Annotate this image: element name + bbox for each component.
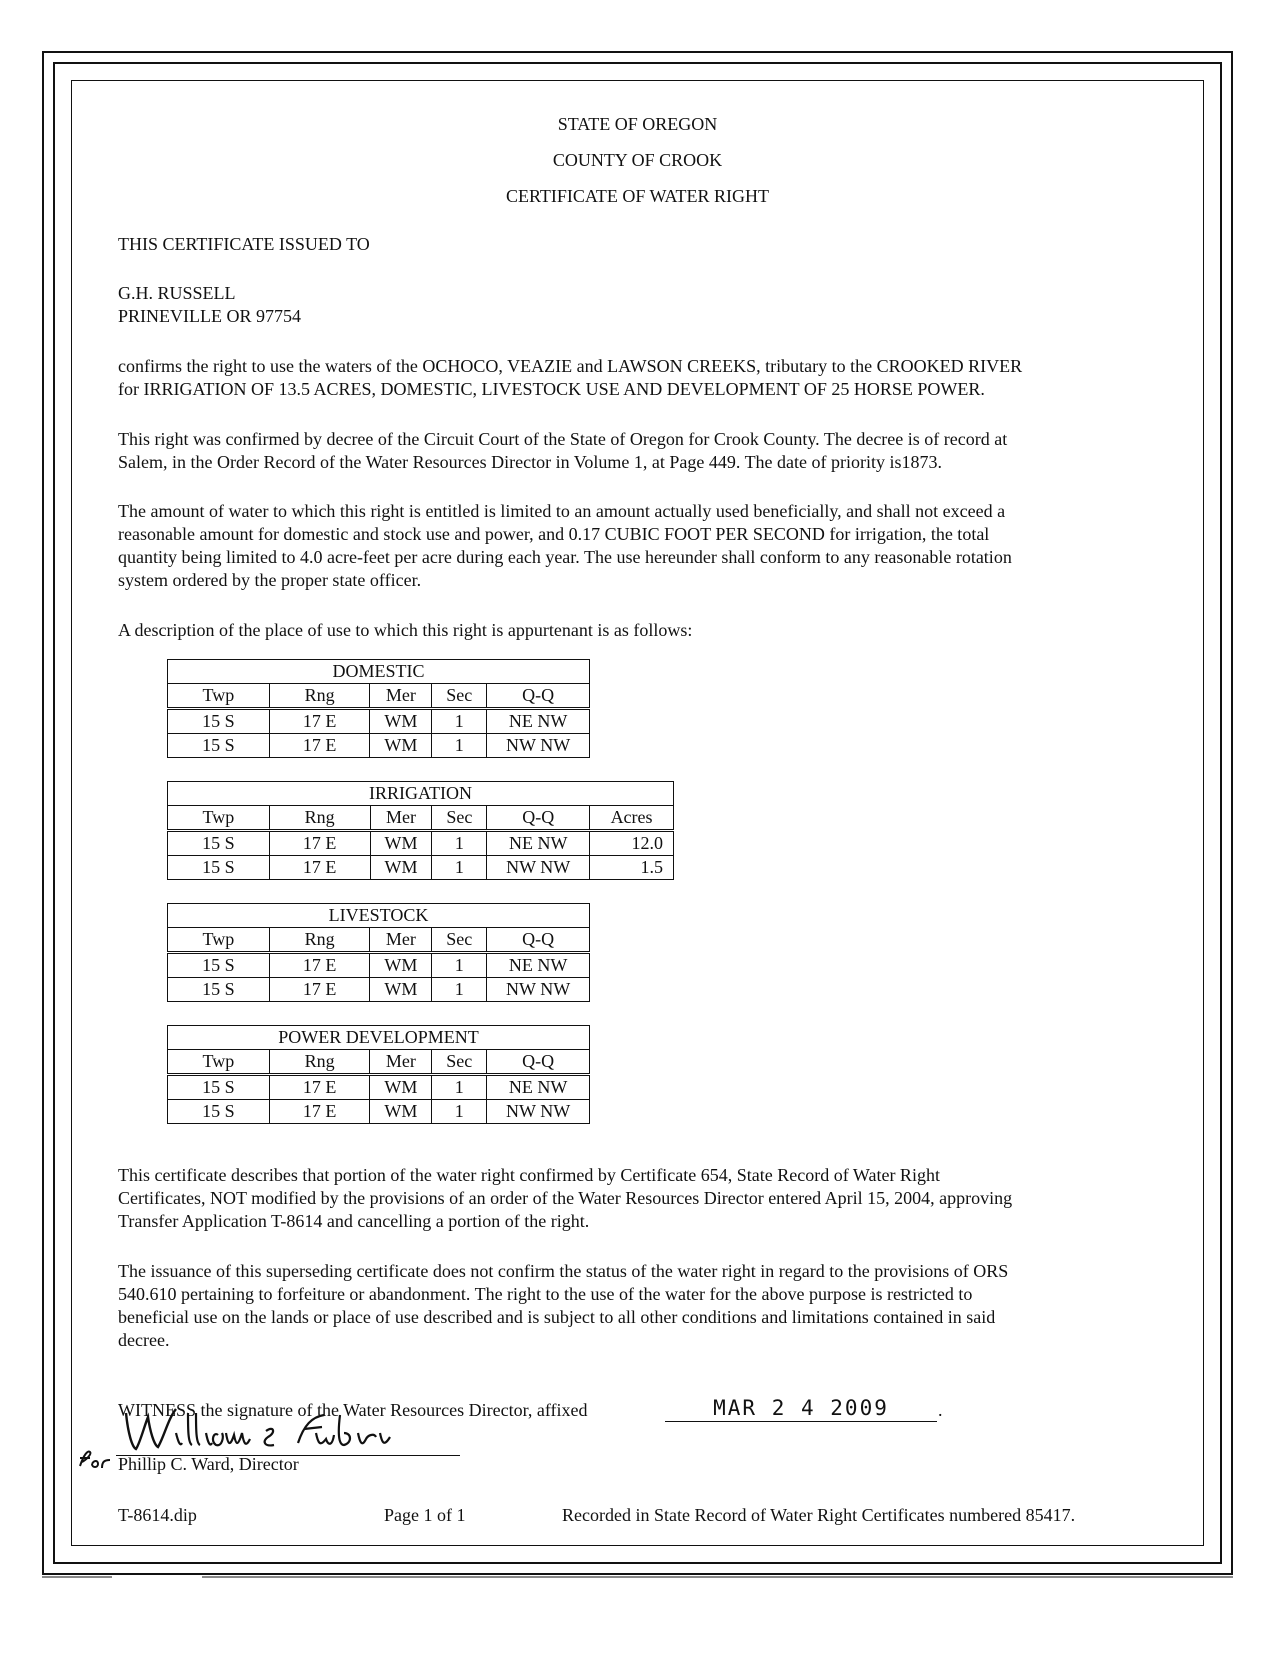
table-cell: 1	[432, 1100, 487, 1124]
column-header: Q-Q	[487, 928, 590, 953]
table-cell: NW NW	[487, 978, 590, 1002]
table-cell: 1	[432, 709, 487, 734]
table-cell: 15 S	[168, 1075, 270, 1100]
header-state: STATE OF OREGON	[557, 114, 718, 134]
paragraph-line: Salem, in the Order Record of the Water Resources Director in Volume 1, at Page 449. The date of priority is1873.	[118, 452, 943, 472]
table-title: POWER DEVELOPMENT	[168, 1026, 590, 1050]
column-header: Twp	[168, 684, 270, 709]
table-row	[168, 978, 590, 1002]
table-cell: NW NW	[487, 734, 590, 758]
column-header: Sec	[432, 806, 487, 831]
column-header: Twp	[168, 928, 270, 953]
director-name: Phillip C. Ward, Director	[118, 1454, 299, 1474]
table-cell: 1	[432, 831, 487, 856]
paragraph-line: confirms the right to use the waters of the OCHOCO, VEAZIE and LAWSON CREEKS, tributary to the CROOKED RIVER	[118, 356, 1023, 376]
witness-text: WITNESS the signature of the Water Resources Director, affixed	[118, 1400, 588, 1420]
paragraph-certificate-portion	[118, 1164, 1168, 1233]
table-cell: 17 E	[269, 831, 370, 856]
footer-recorded-number: Recorded in State Record of Water Right Certificates numbered 85417.	[562, 1505, 1076, 1525]
table-cell: 17 E	[269, 953, 370, 978]
table-cell: 1	[432, 734, 487, 758]
column-header: Mer	[370, 1050, 432, 1075]
header-county: COUNTY OF CROOK	[552, 150, 723, 170]
paragraph-decree	[118, 428, 1168, 474]
paragraph-line: beneficial use on the lands or place of use described and is subject to all other conditions and limitations contained in said	[118, 1307, 996, 1327]
table-cell: 1	[432, 978, 487, 1002]
table-cell: NE NW	[487, 831, 590, 856]
table-row	[168, 1100, 590, 1124]
director-signature	[118, 1403, 463, 1458]
paragraph-line: system ordered by the proper state officer.	[118, 570, 422, 590]
table-cell: WM	[370, 978, 432, 1002]
table-row	[168, 856, 674, 880]
paragraph-superseding	[118, 1260, 1168, 1352]
table-livestock	[167, 903, 590, 1002]
table-cell: 15 S	[168, 709, 270, 734]
paragraph-line: reasonable amount for domestic and stock use and power, and 0.17 CUBIC FOOT PER SECOND for irrigation, the total	[118, 524, 990, 544]
column-header: Rng	[269, 806, 370, 831]
table-title: DOMESTIC	[168, 660, 590, 684]
paragraph-line: Transfer Application T-8614 and cancelling a portion of the right.	[118, 1211, 590, 1231]
column-header: Twp	[168, 1050, 270, 1075]
table-cell: 1	[432, 1075, 487, 1100]
holder-address: PRINEVILLE OR 97754	[118, 306, 301, 326]
table-row	[168, 709, 590, 734]
paragraph-amount	[118, 500, 1168, 592]
table-cell: 1.5	[590, 856, 674, 880]
bottom-rule	[42, 1575, 1233, 1583]
table-cell: 17 E	[269, 734, 370, 758]
column-header: Acres	[590, 806, 674, 831]
table-irrigation	[167, 781, 674, 880]
column-header: Mer	[370, 806, 432, 831]
column-header: Q-Q	[487, 684, 590, 709]
paragraph-line: for IRRIGATION OF 13.5 ACRES, DOMESTIC, LIVESTOCK USE AND DEVELOPMENT OF 25 HORSE POWER.	[118, 379, 985, 399]
table-cell: NE NW	[487, 709, 590, 734]
table-cell: 15 S	[168, 953, 270, 978]
table-row	[168, 831, 674, 856]
column-header: Sec	[432, 1050, 487, 1075]
table-cell: NE NW	[487, 1075, 590, 1100]
table-cell: 15 S	[168, 978, 270, 1002]
table-cell: 17 E	[269, 978, 370, 1002]
paragraph-line: quantity being limited to 4.0 acre-feet per acre during each year. The use hereunder shall conform to any reasonable rotation	[118, 547, 1012, 567]
column-header: Sec	[432, 684, 487, 709]
paragraph-line: This right was confirmed by decree of the Circuit Court of the State of Oregon for Crook County. The decree is of record at	[118, 429, 1008, 449]
holder-name: G.H. RUSSELL	[118, 283, 236, 303]
table-cell: WM	[370, 953, 432, 978]
table-domestic	[167, 659, 590, 758]
table-cell: WM	[370, 856, 432, 880]
table-row	[168, 734, 590, 758]
footer-page-number: Page 1 of 1	[384, 1505, 466, 1525]
for-initial-mark	[76, 1448, 114, 1472]
table-cell: 1	[432, 953, 487, 978]
table-title: LIVESTOCK	[168, 904, 590, 928]
table-cell: WM	[370, 709, 432, 734]
issued-to-label: THIS CERTIFICATE ISSUED TO	[118, 234, 370, 254]
table-cell: 17 E	[269, 709, 370, 734]
table-row	[168, 1075, 590, 1100]
column-header: Twp	[168, 806, 270, 831]
table-cell: NW NW	[487, 856, 590, 880]
paragraph-line: The amount of water to which this right is entitled is limited to an amount actually used beneficially, and shall not exceed a	[118, 501, 1006, 521]
column-header: Rng	[269, 928, 370, 953]
paragraph-line: Certificates, NOT modified by the provisions of an order of the Water Resources Director entered April 15, 2004, approving	[118, 1188, 1013, 1208]
table-cell: NE NW	[487, 953, 590, 978]
paragraph-line: 540.610 pertaining to forfeiture or abandonment. The right to the use of the water for the above purpose is restricted to	[118, 1284, 973, 1304]
table-cell: 12.0	[590, 831, 674, 856]
table-cell: WM	[370, 734, 432, 758]
paragraph-line: The issuance of this superseding certificate does not confirm the status of the water right in regard to the provisions of ORS	[118, 1261, 1009, 1281]
table-cell: 17 E	[269, 1075, 370, 1100]
table-cell: WM	[370, 1100, 432, 1124]
table-cell: 15 S	[168, 734, 270, 758]
place-of-use-intro: A description of the place of use to which this right is appurtenant is as follows:	[118, 620, 693, 640]
table-cell: 15 S	[168, 831, 270, 856]
paragraph-use	[118, 355, 1168, 401]
column-header: Mer	[370, 928, 432, 953]
table-cell: WM	[370, 831, 432, 856]
table-title: IRRIGATION	[168, 782, 674, 806]
table-power-development	[167, 1025, 590, 1124]
table-row	[168, 953, 590, 978]
column-header: Mer	[370, 684, 432, 709]
footer-file-name: T-8614.dip	[118, 1505, 197, 1525]
table-cell: 15 S	[168, 856, 270, 880]
column-header: Rng	[269, 684, 370, 709]
witness-period: .	[938, 1400, 943, 1420]
paragraph-line: decree.	[118, 1330, 170, 1350]
column-header: Q-Q	[487, 806, 590, 831]
table-cell: NW NW	[487, 1100, 590, 1124]
column-header: Sec	[432, 928, 487, 953]
table-cell: 17 E	[269, 856, 370, 880]
column-header: Rng	[269, 1050, 370, 1075]
paragraph-line: This certificate describes that portion of the water right confirmed by Certificate 654, State Record of Water Right	[118, 1165, 940, 1185]
header-title: CERTIFICATE OF WATER RIGHT	[505, 186, 770, 206]
table-cell: 1	[432, 856, 487, 880]
table-cell: 17 E	[269, 1100, 370, 1124]
table-cell: WM	[370, 1075, 432, 1100]
table-cell: 15 S	[168, 1100, 270, 1124]
column-header: Q-Q	[487, 1050, 590, 1075]
signature-date-stamp: MAR 2 4 2009	[665, 1396, 937, 1422]
